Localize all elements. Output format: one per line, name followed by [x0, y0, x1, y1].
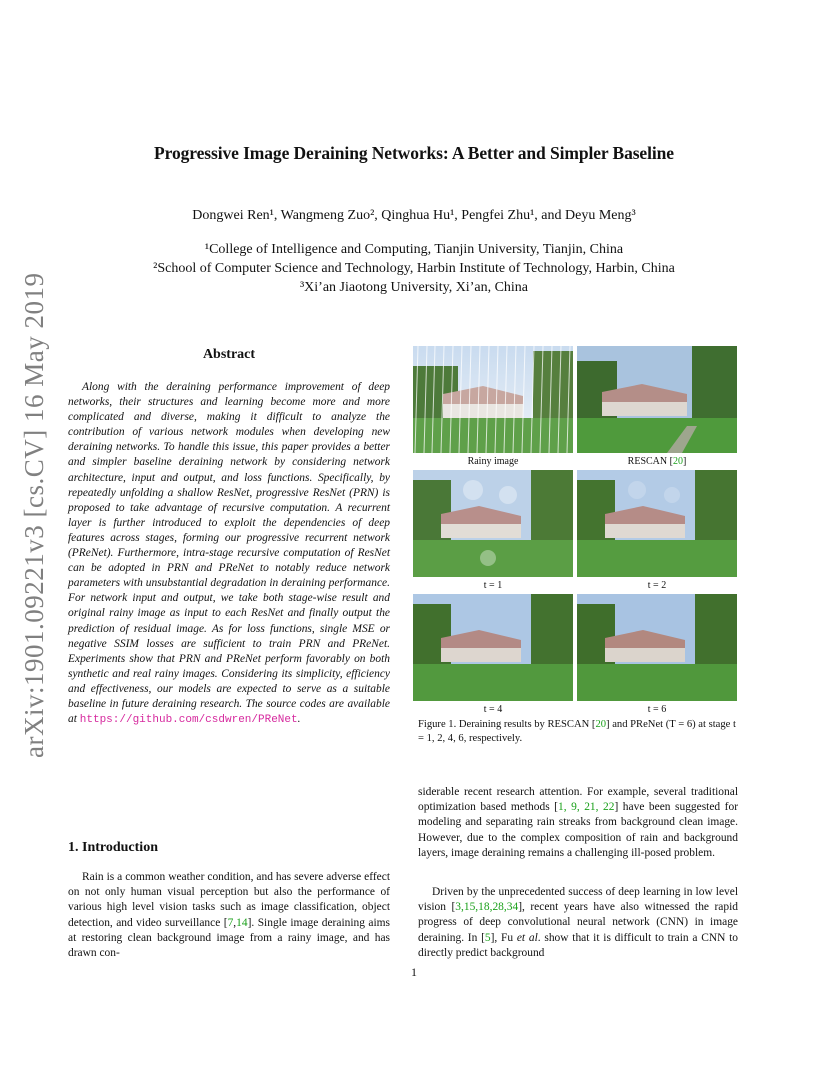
stage-2-image-thumbnail: [577, 470, 737, 577]
label-rescan: [577, 456, 737, 467]
label-t1: t = 1: [483, 580, 503, 591]
intro-text-a: Rain is a common weather condition, and has severe adverse effect on not only human visual perception but also the performance of various high level vision tasks such as image classification, object detection, and video surveillance [: [68, 871, 390, 929]
label-rescan-text: RESCAN [: [627, 456, 673, 467]
caption-text-a: Figure 1. Deraining results by RESCAN [: [418, 719, 596, 730]
stage-6-image-thumbnail: [577, 594, 737, 701]
label-t4: t = 4: [483, 704, 503, 715]
affiliation-1: ¹College of Intelligence and Computing, Tianjin University, Tianjin, China: [204, 242, 624, 257]
et-al: et al: [516, 931, 538, 944]
label-rescan-close: ]: [682, 456, 687, 467]
rescan-image-thumbnail: [577, 346, 737, 453]
paper-title: Progressive Image Deraining Networks: A Better and Simpler Baseline: [154, 143, 674, 163]
intro-comma: ,: [233, 916, 237, 929]
figure-panel-rescan: [577, 346, 737, 453]
citation-link[interactable]: 3,15,18,28,34: [455, 901, 519, 914]
arxiv-id: arXiv:1901.09221v3 [cs.CV] 16 May 2019: [19, 272, 49, 758]
right-p2-text-e: . show that it is difficult to train a CNN to directly predict background: [418, 931, 738, 959]
right-paragraph-2: [418, 885, 738, 961]
right-p2-text-b: ], recent years have also witnessed the rapid progress of deep convolutional neural network (CNN) in image deraining. In [: [418, 901, 738, 944]
citation-link[interactable]: 1, 9, 21, 22: [558, 801, 615, 814]
figure-panel-t4: [413, 594, 573, 701]
abstract-body: [68, 380, 390, 728]
figure-panel-rainy: [413, 346, 573, 453]
author-list: Dongwei Ren¹, Wangmeng Zuo², Qinghua Hu¹, Pengfei Zhu¹, and Deyu Meng³: [192, 208, 636, 223]
right-p2-text-a: Driven by the unprecedented success of deep learning in low level vision [: [418, 886, 738, 914]
label-rainy: Rainy image: [467, 456, 519, 467]
right-p1-text-a: siderable recent research attention. For example, several traditional optimization based methods [: [418, 786, 738, 814]
abstract-end: .: [297, 713, 301, 726]
citation-link[interactable]: 5: [484, 931, 491, 944]
figure-1: [413, 346, 739, 716]
stage-4-image-thumbnail: [413, 594, 573, 701]
right-p2-text-d: ], Fu: [490, 931, 517, 944]
citation-link[interactable]: 20: [672, 456, 683, 467]
rainy-image-thumbnail: [413, 346, 573, 453]
code-link[interactable]: https://github.com/csdwren/PReNet: [79, 714, 298, 727]
citation-link[interactable]: 14: [236, 916, 248, 929]
right-paragraph-1: [418, 785, 738, 861]
caption-text-b: ] and PReNet (T = 6) at stage t = 1, 2, 4, 6, respectively.: [418, 719, 736, 744]
label-t6: t = 6: [647, 704, 667, 715]
figure-caption: [418, 718, 738, 746]
right-p1-text-b: ] have been suggested for modeling and separating rain streaks from background clean image. However, due to the complex composition of rain and background layers, image deraining remains a challenging ill-posed problem.: [418, 801, 739, 859]
affiliation-2: ²School of Computer Science and Technology, Harbin Institute of Technology, Harbin, China: [153, 261, 675, 276]
label-t2: t = 2: [647, 580, 667, 591]
abstract-heading: Abstract: [202, 347, 256, 362]
intro-text-b: ]. Single image deraining aims at restoring clean background image from a rainy image, and has drawn con-: [68, 916, 390, 960]
citation-link[interactable]: 20: [595, 719, 607, 730]
stage-1-image-thumbnail: [413, 470, 573, 577]
intro-heading: 1. Introduction: [68, 840, 158, 855]
page-number: 1: [411, 965, 417, 979]
citation-link[interactable]: 7: [227, 916, 234, 929]
figure-panel-t2: [577, 470, 737, 577]
abstract-text: Along with the deraining performance improvement of deep networks, their structures and learning become more and more complicated and diverse, making it difficult to analyze the contribution of various network modules when developing new deraining networks. To handle this issue, this paper provides a better and simpler baseline deraining network by considering network architecture, input and output, and loss functions. Specifically, by repeatedly unfolding a shallow ResNet, progressive ResNet (PRN) is proposed to take advantage of recursive computation. A recurrent layer is further introduced to exploit the dependencies of deep features across stages, forming our progressive recurrent network (PReNet). Furthermore, intra-stage recursive computation of ResNet can be adopted in PRN and PReNet to notably reduce network parameters with unsubstantial degradation in deraining performance. For network input and output, we take both stage-wise result and original rainy image as input to each ResNet and finally output the prediction of residual image. As for loss functions, single MSE or negative SSIM losses are sufficient to train PRN and PReNet. Experiments show that PRN and PReNet perform favorably on both synthetic and real rainy images. Considering its simplicity, efficiency and effectiveness, our models are expected to serve as a suitable baseline in future deraining research. The source codes are available at: [68, 381, 390, 726]
affiliations: [0, 240, 828, 297]
affiliation-3: ³Xi’an Jiaotong University, Xi’an, China: [299, 280, 529, 295]
figure-panel-t1: [413, 470, 573, 577]
intro-paragraph: [68, 870, 390, 961]
figure-panel-t6: [577, 594, 737, 701]
